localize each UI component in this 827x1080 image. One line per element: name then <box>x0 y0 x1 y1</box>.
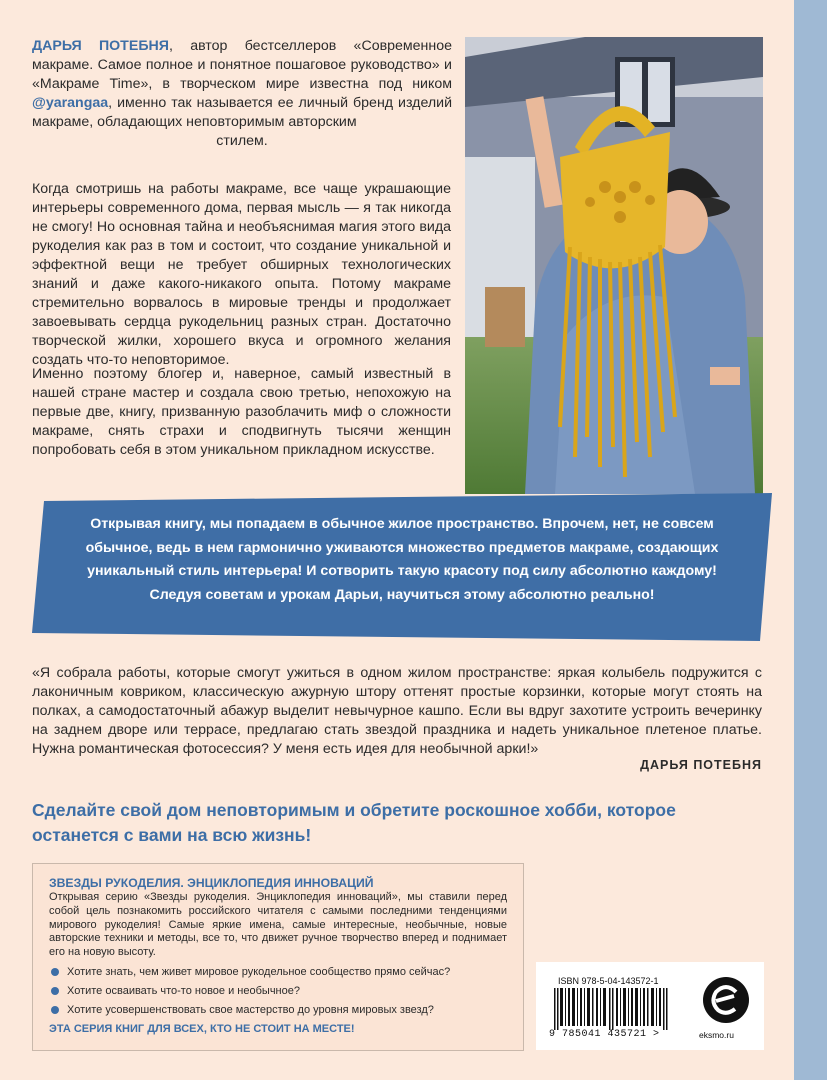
author-quote: «Я собрала работы, которые смогут ужиться в одном жилом пространстве: яркая колыбель подружится с лаконичным ковриком, классическую ажурную штору оттенят простые корзинки, которые могут стоять на полках, а самодостаточный абажур выделит невычурное кашпо. Если вы вдруг захотите устроить вечеринку на заднем дворе или террасе, предлагаю стать звездой праздника и надеть уникальное плетеное платье. Нужна романтическая фотосессия? У меня есть идея для необычной арки!» <box>32 665 762 757</box>
series-bullet <box>49 982 507 1001</box>
series-title: ЗВЕЗДЫ РУКОДЕЛИЯ. ЭНЦИКЛОПЕДИЯ ИННОВАЦИЙ <box>49 876 374 890</box>
eksmo-logo-icon <box>702 974 750 1026</box>
highlight-banner <box>32 493 772 641</box>
isbn-digits: 9 785041 435721 > <box>549 1029 660 1040</box>
series-description: Открывая серию «Звезды рукоделия. Энциклопедия инноваций», мы ставили перед собой цель познакомить российского читателя с самыми последними тенденциями мирового рукоделия! Самые яркие имена, самые интересные, необычные, новые авторские техники и методы, все то, что движет ручное творчество вперед и поднимает его на новую высоту. <box>49 891 507 959</box>
author-intro <box>32 37 452 151</box>
author-handle: @yarangaa <box>32 95 109 111</box>
isbn-label: ISBN 978-5-04-143572-1 <box>558 976 659 986</box>
intro-text-1: , автор бестселлеров «Современное макраме. Самое полное и понятное пошаговое руководство» и «Макраме Time», в творческом мире известна под ником <box>32 38 452 92</box>
bullet-dot-icon <box>51 987 59 995</box>
intro-text-3: стилем. <box>216 133 268 149</box>
quote-author: ДАРЬЯ ПОТЕБНЯ <box>640 758 762 772</box>
bullet-text: Хотите усовершенствовать свое мастерство до уровня мировых звезд? <box>67 1003 434 1016</box>
author-photo <box>465 37 763 494</box>
body-paragraph-1: Когда смотришь на работы макраме, все чаще украшающие интерьеры современного дома, первая мысль — я так никогда не смогу! Но основная тайна и необъяснимая магия этого вида рукоделия как раз в том и состоит, что создание уникальной и эффектной вещи не требует обширных технологических знаний и даже какого-никакого опыта. Потому макраме стремительно ворвалось в мировые тренды и продолжает завоевывать сердца рукодельниц разных стран. Достаточно творческой жилки, хорошего вкуса и огромного желания создать что-то неповторимое. <box>32 181 451 368</box>
slogan: Сделайте свой дом неповторимым и обретите роскошное хобби, которое останется с вами на всю жизнь! <box>32 800 676 845</box>
isbn-block <box>536 962 764 1050</box>
bullet-dot-icon <box>51 1006 59 1014</box>
series-bullet <box>49 963 507 982</box>
body-paragraph-2: Именно поэтому блогер и, наверное, самый известный в нашей стране мастер и создала свою третью, непохожую на первые две, книгу, призванную разоблачить миф о сложности макраме, снять страхи и сподвигнуть тысячи женщин попробовать себя в этом уникальном прикладном искусстве. <box>32 366 451 458</box>
series-footer: ЭТА СЕРИЯ КНИГ ДЛЯ ВСЕХ, КТО НЕ СТОИТ НА МЕСТЕ! <box>49 1022 355 1035</box>
book-spine <box>794 0 827 1080</box>
banner-text: Открывая книгу, мы попадаем в обычное жилое пространство. Впрочем, нет, не совсем обычное, ведь в нем гармонично уживаются множество предметов макраме, создающих уникальный стиль интерьера! И сотворить такую красоту под силу абсолютно каждому! Следуя советам и урокам Дарьи, научиться этому абсолютно реально! <box>85 516 719 603</box>
series-bullet <box>49 1001 507 1020</box>
bullet-text: Хотите знать, чем живет мировое рукодельное сообщество прямо сейчас? <box>67 965 451 978</box>
series-box <box>32 863 524 1051</box>
bullet-text: Хотите осваивать что-то новое и необычное? <box>67 984 300 997</box>
series-bullets <box>49 963 507 1020</box>
author-name: ДАРЬЯ ПОТЕБНЯ <box>32 38 169 54</box>
publisher-site: eksmo.ru <box>699 1030 734 1040</box>
bullet-dot-icon <box>51 968 59 976</box>
barcode-icon <box>552 988 682 1030</box>
intro-text-2: , именно так называется ее личный бренд изделий макраме, обладающих неповторимым авторским <box>32 95 452 130</box>
